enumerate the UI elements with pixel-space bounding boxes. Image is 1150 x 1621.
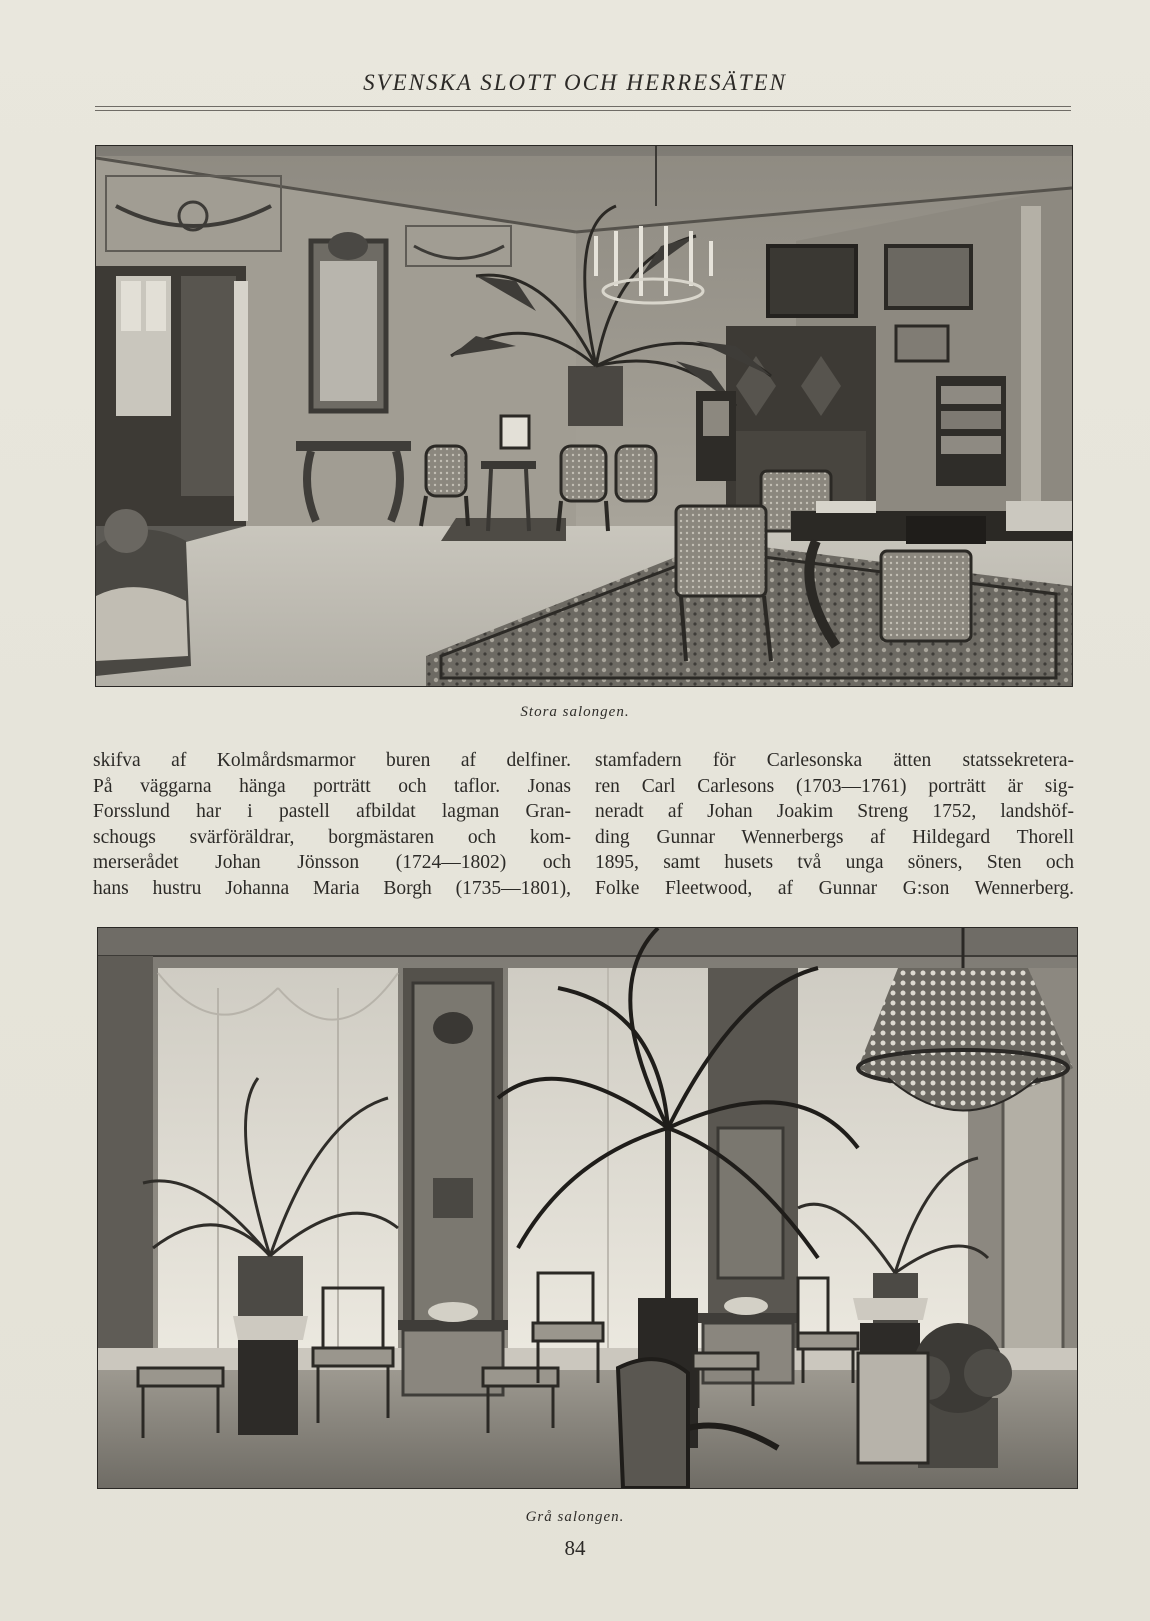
- text-line: neradt af Johan Joakim Streng 1752, landshöf-: [595, 801, 1074, 822]
- text-column-left: [93, 748, 571, 901]
- caption-top-photo: Stora salongen.: [520, 704, 630, 720]
- running-head: SVENSKA SLOTT OCH HERRESÄTEN: [363, 70, 787, 95]
- text-line: skifva af Kolmårdsmarmor buren af delfiner.: [93, 750, 571, 771]
- text-line: merserådet Johan Jönsson (1724—1802) och: [93, 852, 571, 873]
- page-number: 84: [564, 1536, 586, 1560]
- text-line: ding Gunnar Wennerbergs af Hildegard Thorell: [595, 826, 1074, 848]
- text-line: På väggarna hänga porträtt och taflor. Jonas: [93, 775, 571, 797]
- text-line: Folke Fleetwood, af Gunnar G:son Wennerberg.: [595, 877, 1074, 899]
- text-line: stamfadern för Carlesonska ätten statssekretera-: [595, 750, 1074, 771]
- text-line: Forsslund har i pastell afbildat lagman Gran-: [93, 801, 571, 822]
- text-line: schougs svärföräldrar, borgmästaren och kom-: [93, 826, 571, 848]
- text-line: ren Carl Carlesons (1703—1761) porträtt är sig-: [595, 775, 1074, 797]
- header-rule-bottom: [95, 110, 1071, 111]
- caption-bottom-photo: Grå salongen.: [525, 1509, 625, 1525]
- photo-gra-salongen-image: [98, 928, 1077, 1488]
- photo-stora-salongen-image: [96, 146, 1072, 686]
- text-line: 1895, samt husets två unga söners, Sten och: [595, 852, 1074, 873]
- text-line: hans hustru Johanna Maria Borgh (1735—1801),: [93, 877, 571, 899]
- text-column-right: [595, 748, 1074, 901]
- photo-gra-salongen: [97, 927, 1078, 1489]
- header-rule-top: [95, 106, 1071, 107]
- photo-stora-salongen: [95, 145, 1073, 687]
